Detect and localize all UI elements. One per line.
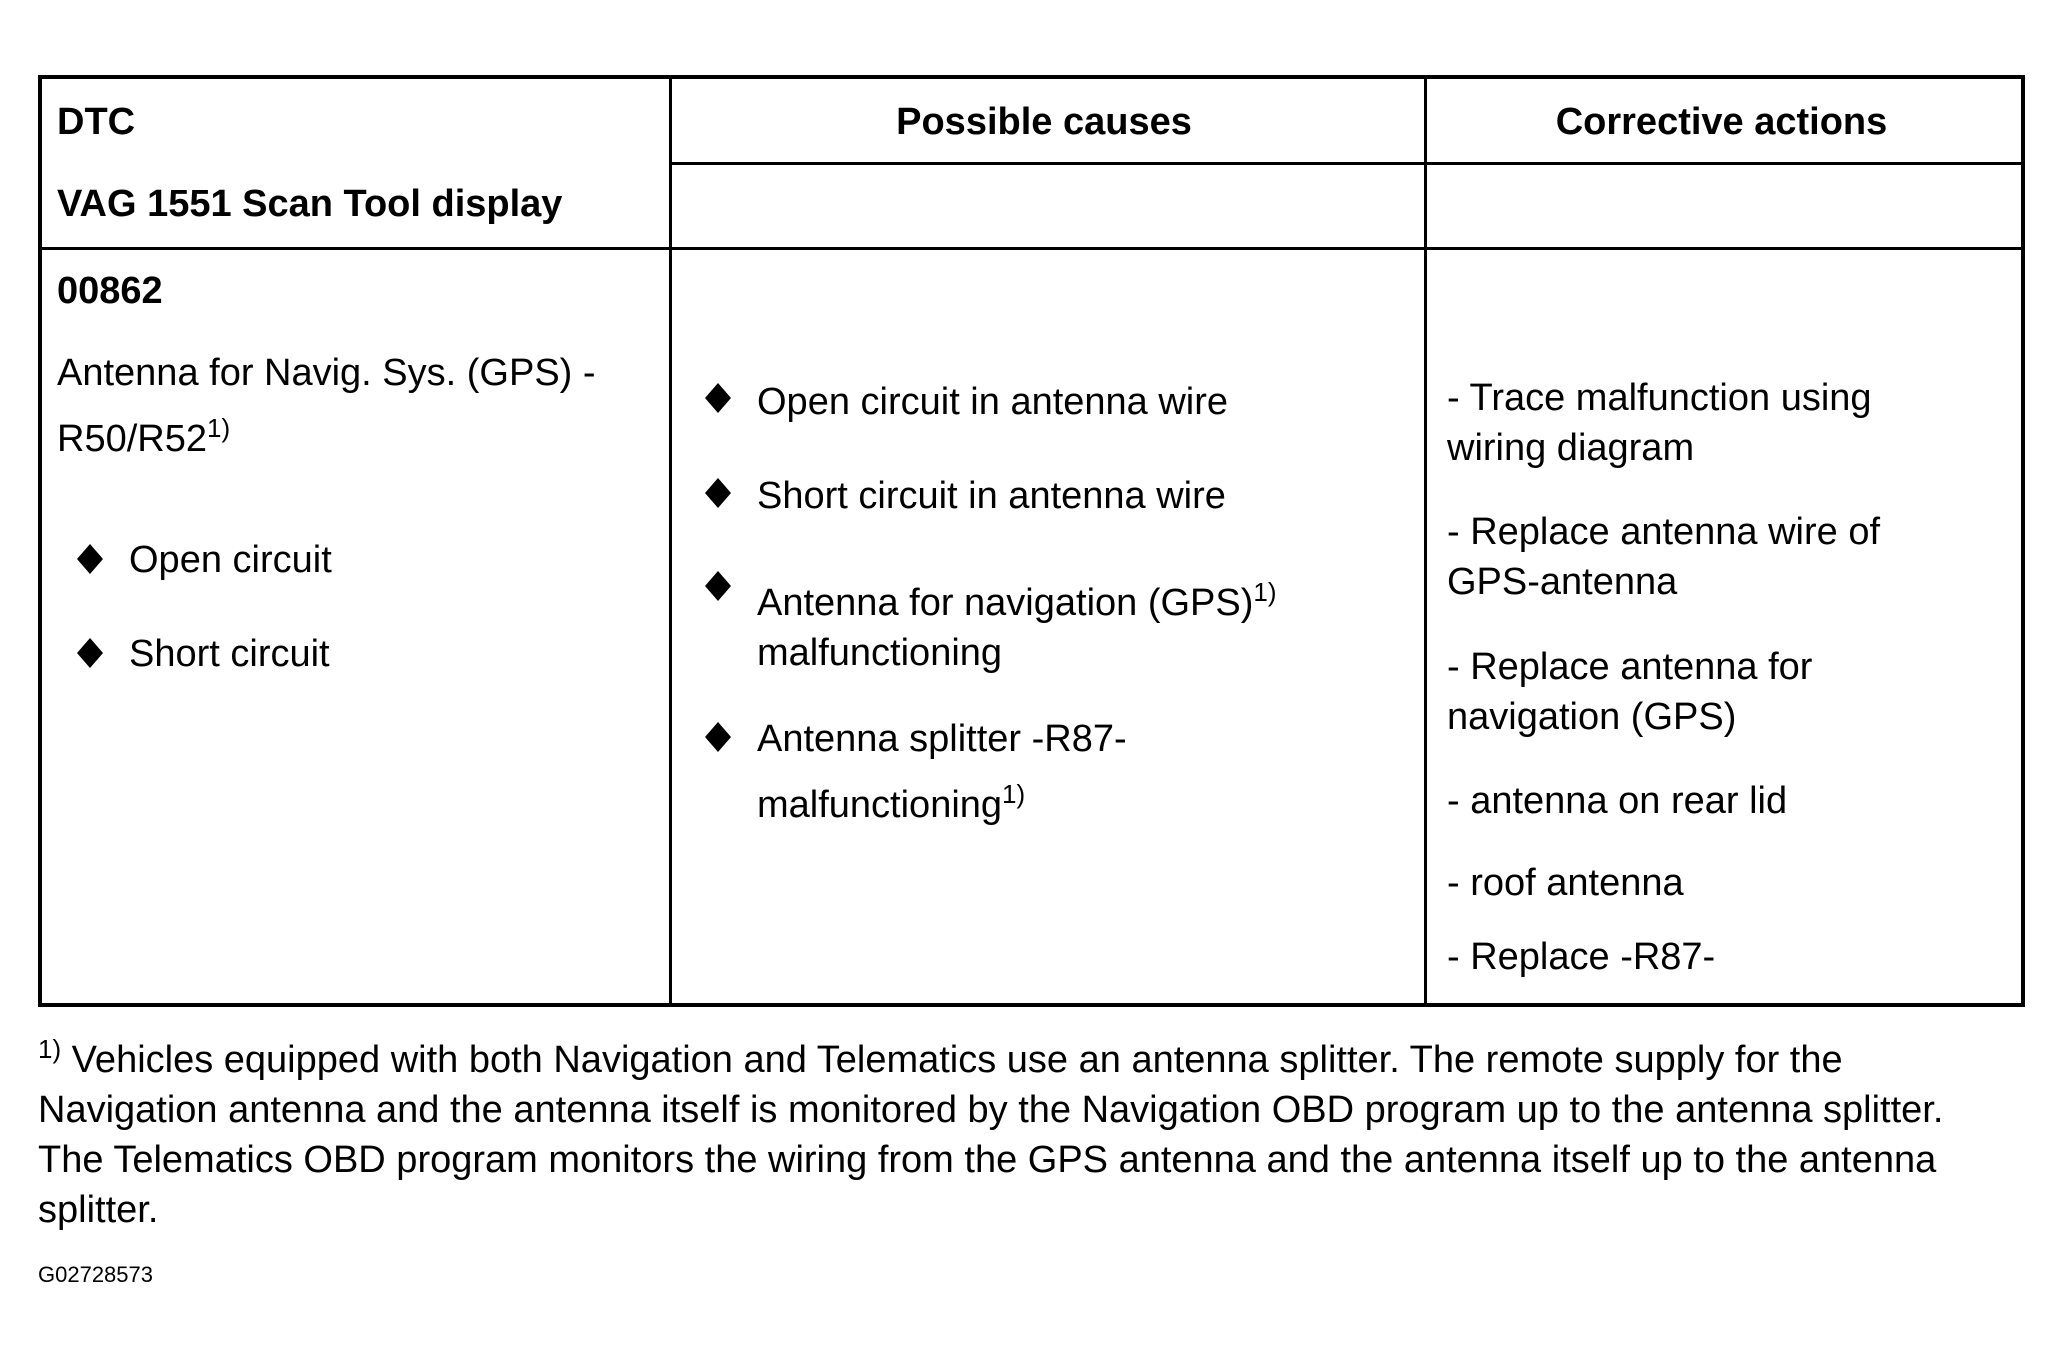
- dtc-description-line1: Antenna for Navig. Sys. (GPS) -: [57, 352, 596, 394]
- action-trace-line1: - Trace malfunction using: [1447, 377, 1872, 419]
- figure-id: G02728573: [38, 1262, 153, 1287]
- diamond-bullet-icon: [77, 638, 103, 668]
- action-roof-antenna: - roof antenna: [1447, 862, 1684, 904]
- column-divider: [669, 79, 672, 1003]
- action-replace-antenna-line1: - Replace antenna for: [1447, 646, 1813, 688]
- header-possible-causes: Possible causes: [896, 101, 1192, 143]
- footnote-ref: 1): [1002, 779, 1026, 809]
- action-rear-lid: - antenna on rear lid: [1447, 780, 1788, 822]
- action-replace-wire-line2: GPS-antenna: [1447, 561, 1678, 603]
- header-corrective-actions: Corrective actions: [1555, 101, 1888, 143]
- diamond-bullet-icon: [705, 722, 731, 752]
- footnote-ref: 1): [1253, 577, 1277, 607]
- cause-open-circuit: Open circuit in antenna wire: [757, 381, 1229, 423]
- footnote-marker: 1): [38, 1034, 62, 1064]
- diamond-bullet-icon: [705, 383, 731, 413]
- action-replace-antenna-line2: navigation (GPS): [1447, 696, 1737, 738]
- footnote-ref: 1): [206, 413, 231, 443]
- cause-gps-antenna-line2: malfunctioning: [757, 632, 1003, 674]
- cause-splitter-line1: Antenna splitter -R87-: [757, 718, 1127, 760]
- dtc-description-line2: R50/R52$^{1)}$: [57, 413, 231, 460]
- header-dtc: DTC: [57, 101, 136, 143]
- header-scan-tool: VAG 1551 Scan Tool display: [57, 183, 563, 225]
- header-subdivider: [672, 162, 2021, 165]
- footnote: [38, 1035, 2018, 1235]
- diamond-bullet-icon: [705, 478, 731, 508]
- diamond-bullet-icon: [705, 571, 731, 601]
- dtc-code: 00862: [57, 270, 163, 312]
- cause-short-circuit: Short circuit in antenna wire: [757, 475, 1226, 517]
- column-divider: [1424, 79, 1427, 1003]
- dtc-condition-short: Short circuit: [129, 633, 330, 675]
- cause-splitter-line2: malfunctioning$^{1)}$: [757, 779, 1026, 826]
- diamond-bullet-icon: [77, 544, 103, 574]
- action-trace-line2: wiring diagram: [1447, 427, 1695, 469]
- action-replace-r87: - Replace -R87-: [1447, 936, 1716, 978]
- header-row-divider: [42, 247, 2021, 250]
- footnote-text: Vehicles equipped with both Navigation and Telematics use an antenna splitter. The remote supply for the Navigation antenna and the antenna itself is monitored by the Navigation OBD program up to the antenna splitter. The Telematics OBD program monitors the wiring from the GPS antenna and the antenna itself up to the antenna splitter.: [38, 1039, 1944, 1231]
- cause-gps-antenna-line1: Antenna for navigation (GPS)$^{1)}$: [757, 577, 1277, 624]
- action-replace-wire-line1: - Replace antenna wire of: [1447, 511, 1881, 553]
- dtc-condition-open: Open circuit: [129, 539, 332, 581]
